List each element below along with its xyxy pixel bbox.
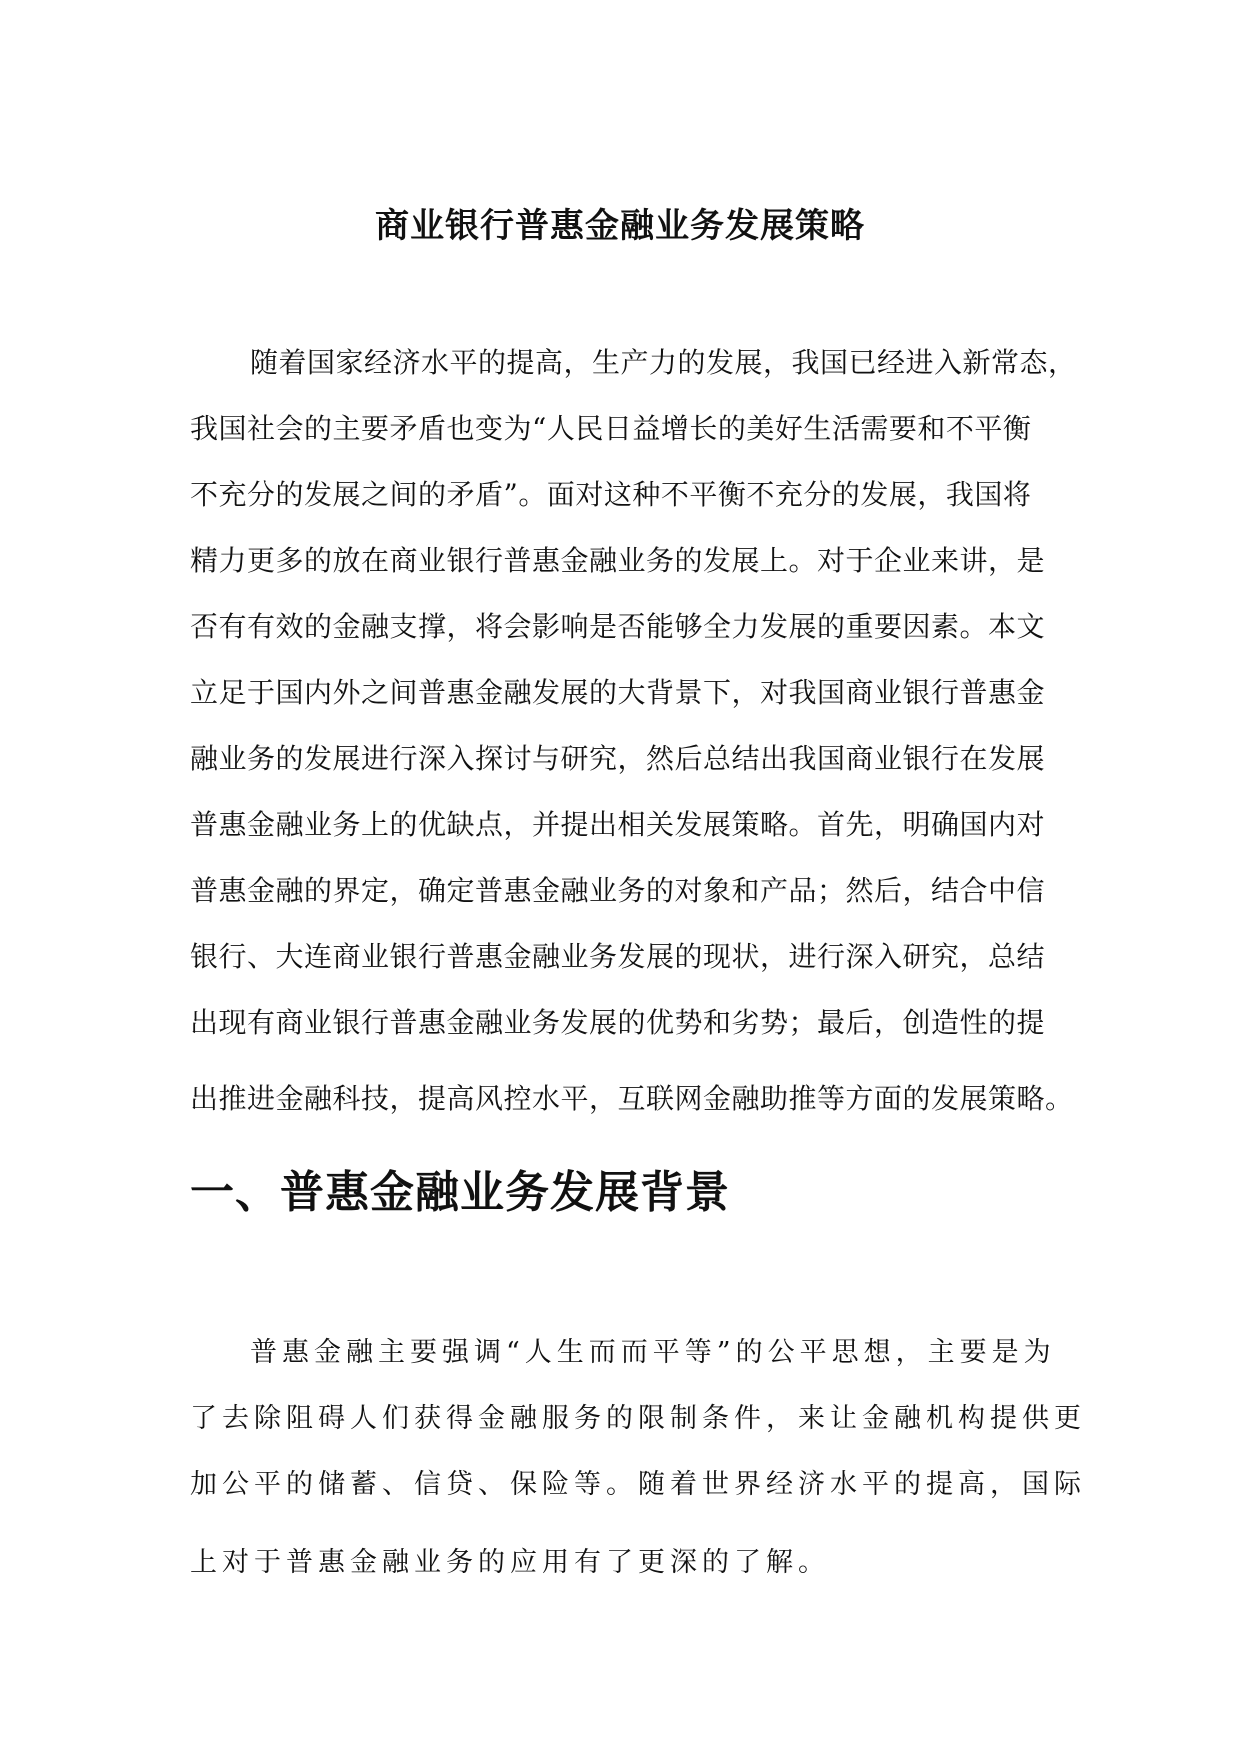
- section-paragraph: [190, 1320, 1086, 1596]
- abstract-line: 出推进金融科技，提高风控水平，互联网金融助推等方面的发展策略。: [190, 1082, 1074, 1115]
- abstract-line: 精力更多的放在商业银行普惠金融业务的发展上。对于企业来讲，是: [190, 544, 1046, 577]
- abstract-line: 出现有商业银行普惠金融业务发展的优势和劣势；最后，创造性的提: [190, 1006, 1046, 1039]
- abstract-paragraph: [190, 330, 1077, 1132]
- abstract-line: 融业务的发展进行深入探讨与研究，然后总结出我国商业银行在发展: [190, 742, 1046, 775]
- section-line: 普惠金融主要强调“人生而而平等”的公平思想，主要是为: [250, 1337, 1056, 1368]
- abstract-line: 随着国家经济水平的提高，生产力的发展，我国已经进入新常态，: [250, 346, 1077, 379]
- document-title: 商业银行普惠金融业务发展策略: [375, 206, 865, 246]
- abstract-line: 银行、大连商业银行普惠金融业务发展的现状，进行深入研究，总结: [190, 940, 1046, 973]
- section-line: 了去除阻碍人们获得金融服务的限制条件，来让金融机构提供更: [190, 1403, 1086, 1434]
- abstract-line: 立足于国内外之间普惠金融发展的大背景下，对我国商业银行普惠金: [190, 676, 1046, 709]
- abstract-line: 普惠金融业务上的优缺点，并提出相关发展策略。首先，明确国内对: [190, 808, 1046, 841]
- section-line: 上对于普惠金融业务的应用有了更深的了解。: [190, 1547, 830, 1578]
- section-line: 加公平的储蓄、信贷、保险等。随着世界经济水平的提高，国际: [190, 1469, 1086, 1500]
- abstract-line: 普惠金融的界定，确定普惠金融业务的对象和产品；然后，结合中信: [190, 874, 1046, 907]
- abstract-line: 否有有效的金融支撑，将会影响是否能够全力发展的重要因素。本文: [190, 610, 1046, 643]
- section-heading: 一、普惠金融业务发展背景: [190, 1167, 730, 1218]
- abstract-line: 不充分的发展之间的矛盾”。面对这种不平衡不充分的发展，我国将: [190, 478, 1032, 511]
- abstract-line: 我国社会的主要矛盾也变为“人民日益增长的美好生活需要和不平衡: [190, 412, 1032, 445]
